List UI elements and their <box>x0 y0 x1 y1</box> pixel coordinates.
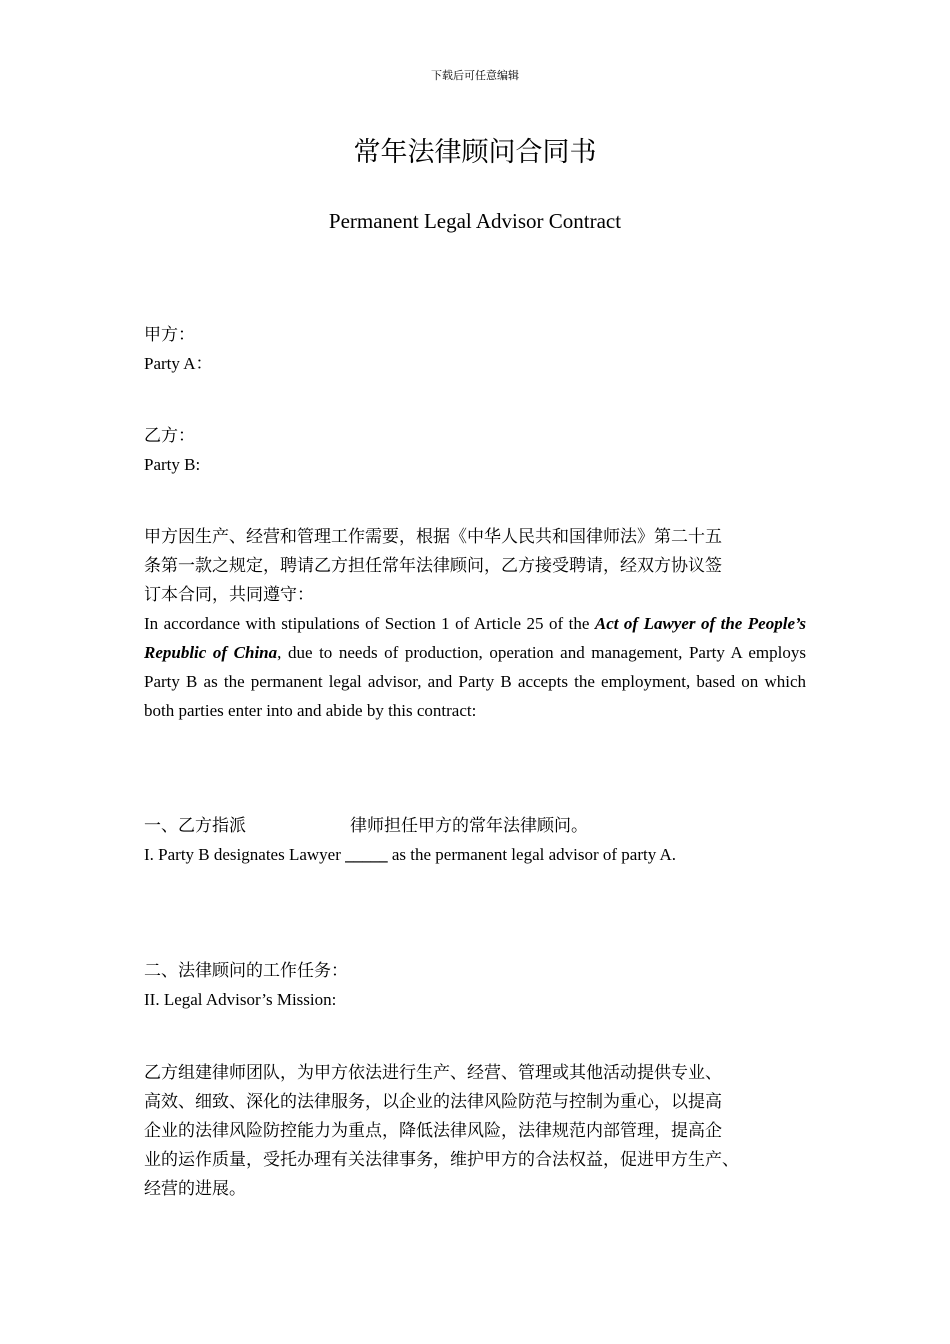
title-english: Permanent Legal Advisor Contract <box>328 209 622 233</box>
clause-1-section <box>144 811 806 869</box>
preamble-cn-line: 订本合同，共同遵守： <box>144 585 314 604</box>
preamble-cn-line: 条第一款之规定，聘请乙方担任常年法律顾问，乙方接受聘请，经双方协议签 <box>144 556 722 575</box>
clause-2-body-line: 企业的法律风险防控能力为重点，降低法律风险，法律规范内部管理，提高企 <box>144 1121 722 1140</box>
party-a-section <box>144 320 806 378</box>
preamble-act-title: Act of Lawyer of the People’s Republic of China <box>144 614 807 662</box>
preamble-en-part1: In accordance with stipulations of Section 1 of Article 25 of the <box>144 614 595 633</box>
party-b-label-en: Party B: <box>144 455 201 474</box>
clause-2-heading-en: II. Legal Advisor’s Mission: <box>144 990 337 1009</box>
clause-2-body-line: 乙方组建律师团队，为甲方依法进行生产、经营、管理或其他活动提供专业、 <box>144 1063 722 1082</box>
clause-2-heading-section <box>144 956 806 1014</box>
preamble-en-paragraph <box>144 609 806 725</box>
party-b-section <box>144 421 806 479</box>
preamble-cn-line: 甲方因生产、经营和管理工作需要，根据《中华人民共和国律师法》第二十五 <box>144 527 722 546</box>
preamble-en-part2: , due to needs of production, operation and management, Party A employs Party B as the permanent legal advisor, and Party B accepts the employment, based on which both parties enter into and abide by this contract: <box>144 643 806 720</box>
clause-1-en-suffix: as the permanent legal advisor of party A. <box>387 845 677 864</box>
clause-1-en-prefix: I. Party B designates Lawyer <box>144 845 346 864</box>
party-a-label-en: Party A： <box>144 354 213 373</box>
clause-2-body <box>144 1058 824 1203</box>
party-a-label-cn: 甲方： <box>144 325 195 344</box>
clause-2-heading-cn: 二、法律顾问的工作任务： <box>144 961 348 980</box>
clause-1-cn-prefix: 一、乙方指派 <box>144 816 246 835</box>
clause-1-en <box>144 840 806 869</box>
preamble-section <box>144 522 806 725</box>
party-b-label-cn: 乙方： <box>144 426 195 445</box>
clause-2-body-line: 业的运作质量，受托办理有关法律事务，维护甲方的合法权益，促进甲方生产、 <box>144 1150 739 1169</box>
clause-1-cn <box>144 811 806 840</box>
header-note: 下载后可任意编辑 <box>431 70 519 82</box>
clause-2-body-line: 经营的进展。 <box>144 1179 246 1198</box>
title-chinese: 常年法律顾问合同书 <box>353 137 597 167</box>
clause-2-body-line: 高效、细致、深化的法律服务，以企业的法律风险防范与控制为重心，以提高 <box>144 1092 722 1111</box>
clause-1-en-blank: _____ <box>345 845 388 864</box>
clause-1-cn-suffix: 律师担任甲方的常年法律顾问。 <box>350 816 588 835</box>
